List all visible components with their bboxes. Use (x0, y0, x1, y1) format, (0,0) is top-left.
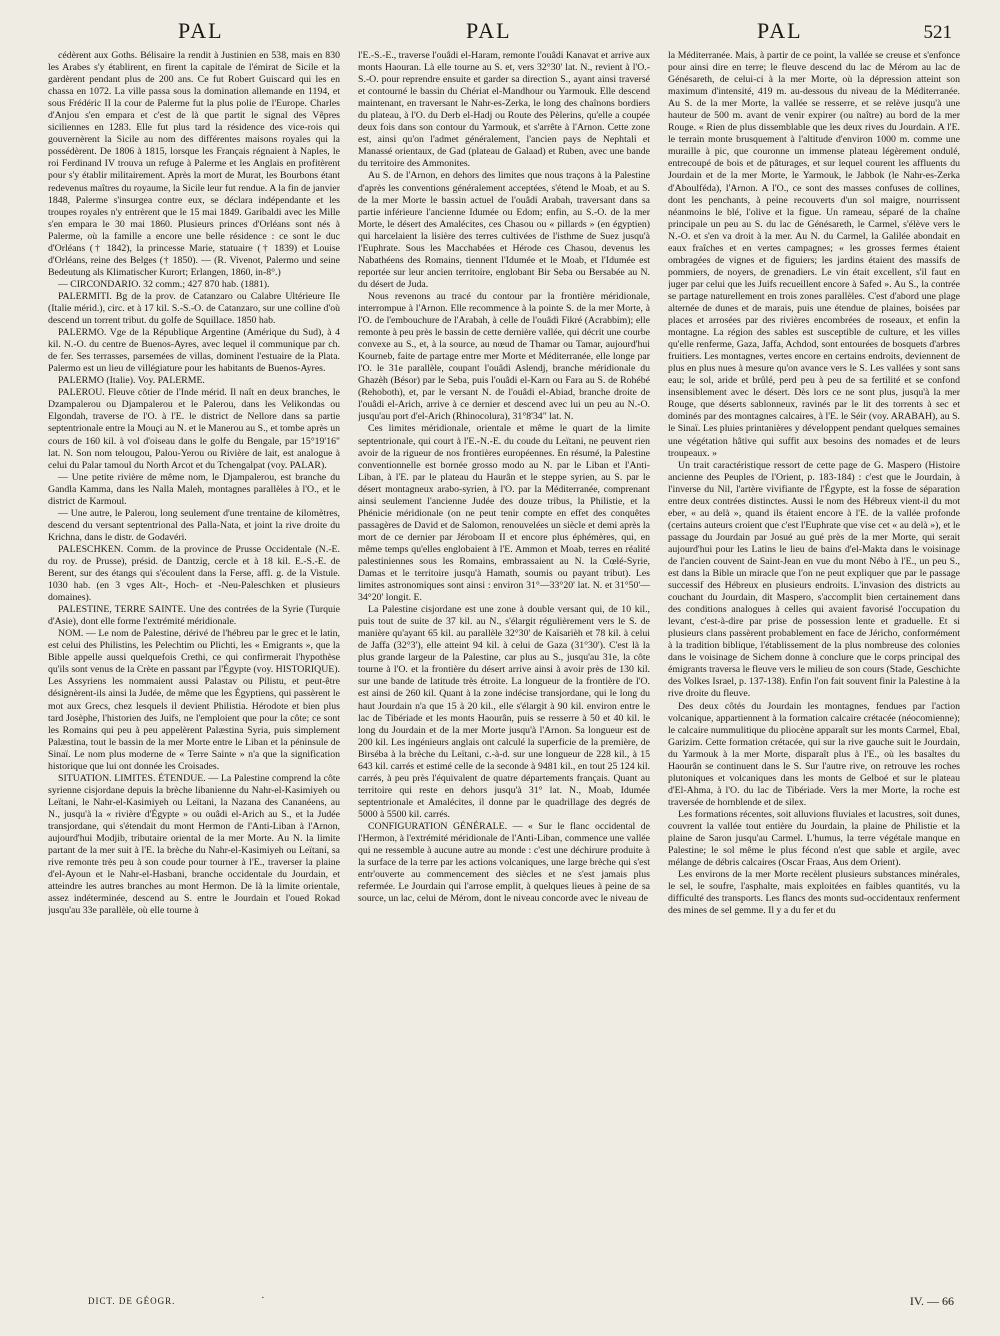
footer-mark: · (261, 1292, 265, 1304)
paragraph: PALESTINE, TERRE SAINTE. Une des contrées de la Syrie (Turquie d'Asie), dont elle forme l'extrémité méridionale. (48, 604, 340, 628)
paragraph: PALERMITI. Bg de la prov. de Catanzaro ou Calabre Ultérieure IIe (Italie mérid.), circ. et à 17 kil. S.-S.-O. de Catanzaro, sur une colline d'où descend un torrent tribut. du golfe de Squillace. 1850 hab. (48, 290, 340, 327)
footer-volume-page: IV. — 66 (909, 1294, 954, 1308)
paragraph: PALERMO. Vge de la République Argentine (Amérique du Sud), à 4 kil. N.-O. du centre de Buenos-Ayres, avec lequel il communique par ch. de fer. Ses terrasses, parsemées de villas, dominent l'estuaire de la Plata. Palermo est un lieu de villégiature pour les habitants de Buenos-Ayres. (48, 327, 340, 375)
paragraph: Au S. de l'Arnon, en dehors des limites que nous traçons à la Palestine d'après les conventions généralement acceptées, s'étend le Moab, et au S. de la mer Morte le bassin actuel de l'ouâdi Arabah, traversant dans sa partie inférieure l'ancienne Idumée ou Edom; enfin, au S.-O. de la mer Morte, le désert des Amalécites, ces Chasou ou « pillards » (en égyptien) qui harcelaient la lisière des terres cultivées de l'isthme de Suez jusqu'à l'Euphrate. Sous les Macchabées et Hérode ces Chasou, devenus les Nabathéens des Romains, tiennent l'Idumée et le Moab, et l'Idumée est reportée sur leur ancien territoire, englobant Bir Seba ou Bersabée au N. du désert de Juda. (358, 170, 650, 290)
page-number: 521 (923, 22, 952, 43)
paragraph: Nous revenons au tracé du contour par la frontière méridionale, interrompue à l'Arnon. Elle recommence à la pointe S. de la mer Morte, à l'O. de l'embouchure de l'Arabah, à celle de l'ouâdi Fikré (Acrabbim); elle remonte à peu près le bassin de cette dernière vallée, qui décrit une courbe convexe au S., et, à la source, au nœud de Thamar ou Tamar, aujourd'hui Kourneb, faite de partage entre mer Morte et Méditerranée, elle longe par l'O. le 31e parallèle, coupant l'ouâdi Aslendj, branche méridionale du Ghazèh (Bésor) par le Seba, puis l'ouâdi el-Karn ou Fara au S. de Rohébé (Rehoboth), et, par le versant N. de l'ouâdi el-Abiad, branche droite de l'ouâdi el-Arich, arrive à ce dernier et descend avec lui un peu au N.-O. jusqu'au port d'el-Arich (Rhinocolura), 31°8'34" lat. N. (358, 290, 650, 423)
paragraph: l'E.-S.-E., traverse l'ouâdi el-Haram, remonte l'ouâdi Kanavat et arrive aux monts Haouran. Là elle tourne au S. et, vers 32°30' lat. N., revient à l'O.-S.-O. pour reprendre ensuite et garder sa direction S., ayant ainsi traversé et contourné le bassin du Chériat el-Mandhour ou Yarmouk. Elle descend maintenant, en traversant le Nahr-es-Zerka, le long des chaînons bordiers du plateau, à l'O. du Derb el-Hadj ou Route des Pèlerins, qu'elle a coupée deux fois dans son contour du Yarmouk, et s'arrête à l'Arnon. Cette zone est, ainsi qu'on l'admet généralement, l'ancien pays de Nephtali et Manassé orientaux, de Gad (plateau de Galaad) et Ruben, avec une bande du territoire des Ammonites. (358, 50, 650, 170)
headword-right: PAL (757, 18, 803, 43)
paragraph: cédèrent aux Goths. Bélisaire la rendit à Justinien en 538, mais en 830 les Arabes s'y établirent, en firent la capitale de l'émirat de Sicile et la gardèrent pendant plus de 200 ans. Ce fut Robert Guiscard qui les en chassa en 1072. La ville passa sous la domination allemande en 1194, et sous Frédéric II la cour de Palerme fut la plus polie de l'Europe. Charles d'Anjou s'en empara et c'est de là que partit le signal des Vêpres siciliennes en 1283. Elle fut plus tard la résidence des vice-rois qui gouvernèrent la Sicile au nom des différentes maisons royales qui la possédèrent. De 1806 à 1815, lorsque les Français régnaient à Naples, le roi Ferdinand IV trouva un refuge à Palerme et les Anglais en profitèrent pour s'y établir militairement. Après la mort de Murat, les Bourbons étant redevenus maîtres du royaume, la Sicile leur fut rendue. A la fin de janvier 1848, Palerme s'insurgea contre eux, se déclara indépendante et les troupes royales n'y entrèrent que le 15 mai 1849. Garibaldi avec les Mille s'en empara le 30 mai 1860. Plusieurs princes d'Orléans sont nés à Palerme, où la famille a encore une belle résidence : ce sont le duc d'Orléans († 1842), la princesse Marie, statuaire († 1839) et Louise d'Orléans, reine des Belges († 1850). — (R. Vivenot, Palermo und seine Bedeutung als Klimatischer Kurort; Erlangen, 1860, in-8°.) (48, 50, 340, 278)
paragraph: — CIRCONDARIO. 32 comm.; 427 870 hab. (1881). (58, 278, 270, 290)
column-left (48, 50, 340, 1272)
footer-signature: DICT. DE GÉOGR. (88, 1296, 176, 1306)
paragraph: NOM. — Le nom de Palestine, dérivé de l'hébreu par le grec et le latin, est celui des Philistins, les Pelechtim ou Plichti, les « Emigrants », que la Bible appelle aussi quelquefois Crethi, ce qui confirmerait l'hypothèse qu'ils sont venus de la Crète en passant par l'Égypte (voy. HISTORIQUE). Les Assyriens les nommaient aussi Palastav ou Pilistu, et peut-être désignèrent-ils ainsi la Judée, de même que les Égyptiens, qui passèrent le mot aux Grecs, chez lesquels il devient Philistia. Hérodote et bien plus tard Josèphe, l'historien des Juifs, ne l'emploient que pour la côte; ce sont les Romains qui peu à peu appelèrent Palæstina Syria, puis simplement Palæstina, tout le bassin de la mer Morte entre le Liban et la péninsule de Sinaï. Le nom plus moderne de « Terre Sainte » n'a que la signification historique que lui ont donnée les Croisades. (48, 628, 340, 772)
headword-left: PAL (178, 18, 224, 43)
text-columns (48, 50, 960, 1272)
paragraph: la Méditerranée. Mais, à partir de ce point, la vallée se creuse et s'enfonce pour ainsi dire en terre; le fleuve descend du lac de Mérom au lac de Génésareth, de celui-ci à la mer Morte, où la dépression atteint son maximum d'intensité, 419 m. au-dessous du niveau de la Méditerranée. Au S. de la mer Morte, la vallée se resserre, et se relève jusqu'à une hauteur de 500 m. avant de venir expirer (ou naître) au bord de la mer Rouge. « Rien de plus dissemblable que les deux rives du Jourdain. A l'E. le terrain monte brusquement à l'altitude d'environ 1000 m. comme une muraille à pic, que couronne un immense plateau légèrement ondulé, entrecoupé de bois et de pâturages, et sur lequel courent les affluents du Jourdain et de la mer Morte, le Yarmouk, le Jabbok (le Nahr-es-Zerka d'Aboulféda), l'Arnon. A l'O., ce sont des masses confuses de collines, dont les penchants, à peine recouverts d'un sol maigre, nourrissent néanmoins le blé, l'olive et la figue. Un rameau, séparé de la chaîne principale un peu au S. du lac de Génésareth, le Carmel, s'élève vers le N.-O. et s'en va droit à la mer. Au N. du Carmel, la Galilée abondait en eaux fraîches et en vertes campagnes; « les grosses fermes étaient ombragées de vignes et de figuiers; les jardins étaient des massifs de pommiers, de noyers, de grenadiers. Le vin était excellent, s'il faut en juger par celui que les Juifs recueillent encore à Safed ». Au S., la contrée se partage naturellement en trois zones parallèles. C'est d'abord une plage alternée de dunes et de marais, puis une étendue de plaines, boisées par places et arrosées par des rivières encombrées de roseaux, et enfin la montagne. La région des sables est susceptible de culture, et les villes qu'elle renferme, Gaza, Jaffa, Achdod, sont entourées de bosquets d'arbres fruitiers. Les montagnes, vertes encore en certains endroits, deviennent de plus en plus nues à mesure qu'on avance vers le S. Les vallées y sont sans eau; le sol, aride et brûlé, perd peu à peu de sa fertilité et se confond insensiblement avec le désert. Dès lors ce ne sont plus, jusqu'à la mer Rouge, que déserts sablonneux, ravinés par le lit des torrents à sec et dominés par des montagnes calcaires, à l'E. le Séir (voy. ARABAH), au S. le Sinaï. Les pluies printanières y développent pendant quelques semaines une végétation hâtive qui suffit aux besoins des nomades et de leurs troupeaux. » (668, 50, 960, 459)
headword-center: PAL (466, 18, 512, 43)
column-middle (358, 50, 650, 1272)
paragraph: Des deux côtés du Jourdain les montagnes, fendues par l'action volcanique, appartiennent à la formation calcaire crétacée (néocomienne); le calcaire nummulitique du pliocène apparaît sur les monts Carmel, Ebal, Garizim. Cette formation crétacée, qui sur la rive gauche suit le Jourdain, du Yarmouk à la mer Morte, disparaît plus à l'E., où les basaltes du Haourân se continuent dans le S. Sur l'autre rive, on retrouve les roches plutoniques et volcaniques dans les monts de Gelboé et sur le plateau d'El-Ahma, à l'O. du lac de Tibériade. Vers la mer Morte, la roche est traversée de hornblende et de silex. (668, 700, 960, 808)
paragraph: PALESCHKEN. Comm. de la province de Prusse Occidentale (N.-E. du roy. de Prusse), présid. de Dantzig, cercle et à 18 kil. E.-S.-E. de Berent, sur des étangs qui s'écoulent dans la Ferse, affl. g. de la Vistule. 1030 hab. (en 3 vges Alt-, Hoch- et -Neu-Paleschken et plusieurs domaines). (48, 543, 340, 604)
page-footer (48, 1292, 960, 1314)
paragraph: Ces limites méridionale, orientale et même le quart de la limite septentrionale, qui court à l'E.-N.-E. du coude du Leïtani, ne peuvent rien avoir de la rigueur de nos frontières européennes. En résumé, la Palestine conventionnelle est bornée grosso modo au N. par le Liban et l'Anti-Liban, à l'E. par le plateau du Haurân et le steppe syrien, au S. par le désert montagneux arabo-syrien, à l'O. par la Méditerranée, comprenant ainsi seulement l'ancienne Judée des douze tribus, la Philistie, et la Phénicie méridionale (on ne peut tenir compte en effet des conquêtes passagères de David et de Salomon, renouvelées un siècle et demi après la mort de ce dernier par Jéroboam II et encore plus éphémères, qui, en même temps qu'elles englobaient à l'E. Ammon et Moab, terres en réalité palestiniennes sous les Romains, embrassaient au N. la Cœlé-Syrie, Damas et le territoire jusqu'à Hamath, soumis ou payant tribut). Les limites astronomiques sont ainsi : environ 31°—33°20' lat. N. et 31°50'—34°20' longit. E. (358, 423, 650, 604)
paragraph: SITUATION. LIMITES. ÉTENDUE. — La Palestine comprend la côte syrienne cisjordane depuis la brèche libanienne du Nahr-el-Kasimiyeh ou Leïtani, le Nahr-el-Kasimiyeh ou Leïtani, la Nazana des Cananéens, au N., jusqu'à la « rivière d'Égypte » ou ouâdi el-Arich au S., et la Judée transjordane, qui s'étendait du mont Hermon de l'Anti-Liban à l'Arnon, aujourd'hui Modjib, tributaire oriental de la mer Morte. Au N. la limite partant de la mer suit à l'E. la brèche du Nahr-el-Kasimiyeh ou Leïtani, sa rive remonte très peu à son coude pour tourner à l'E., traverser la plaine d'el-Ayoun et le Nahr-el-Hasbani, branche occidentale du Jourdain, et atteindre les autres branches au mont Hermon. De là la limite orientale, assez indéterminée, descend au S. entre le Jourdain et l'oued Rokad jusqu'au 33e parallèle, où elle tourne à (48, 772, 340, 917)
paragraph: — Une autre, le Palerou, long seulement d'une trentaine de kilomètres, descend du versant septentrional des Palla-Nata, et joint la rive droite du Krichna, dans le distr. de Godavéri. (48, 507, 340, 543)
paragraph: La Palestine cisjordane est une zone à double versant qui, de 10 kil., puis tout de suite de 37 kil. au N., s'élargit régulièrement vers le S. de manière qu'ayant 65 kil. au parallèle 32°30' de Kaïsarièh et 78 kil. à celui de Jaffa (32°3'), elle atteint 94 kil. à celui de Gaza (31°30'). C'est là la plus grande largeur de la Palestine, car plus au S., jusqu'au 31e, la côte tourne à l'O. et la frontière du désert arrive ainsi à avoir près de 130 kil. sur une bande de latitude très étroite. La longueur de la frontière de l'O. est ainsi de 260 kil. Quant à la zone indécise transjordane, qui le long du haut Jourdain n'a que 15 à 20 kil., elle s'élargit à 90 kil. environ entre le lac de Tibériade et les monts Haourân, puis se resserre à 50 et 40 kil. le long du Jourdain et de la mer Morte jusqu'à l'Arnon. Sa longueur est de 200 kil. Les ingénieurs anglais ont calculé la superficie de la première, de Birséba à la brèche du Leïtani, c.-à-d. sur une longueur de 228 kil., à 15 643 kil. carrés et estimé celle de la seconde à 9481 kil., en tout 25 124 kil. carrés, à peu près l'équivalent de quatre départements français. Quant au territoire qui reste en dehors jusqu'à 31° lat. N., Moab, Idumée septentrionale et Amalécites, il donne par le quadrillage des degrés de 5000 à 5500 kil. carrés. (358, 604, 650, 820)
paragraph: Les environs de la mer Morte recèlent plusieurs substances minérales, le sel, le soufre, l'asphalte, mais exploitées en faibles quantités, vu la difficulté des transports. Les flancs des monts sud-occidentaux renferment des mines de sel gemme. Il y a du fer et du (668, 869, 960, 917)
paragraph: Les formations récentes, soit alluvions fluviales et lacustres, soit dunes, couvrent la vallée tout entière du Jourdain, la plaine de Philistie et la plaine de Saron jusqu'au Carmel. L'humus, la terre végétale manque en Palestine; le sol même le plus fécond n'est que sable et argile, avec mélange de débris calcaires (Oscar Fraas, Aus dem Orient). (668, 808, 960, 869)
page-header (0, 18, 1000, 48)
paragraph: PALERMO (Italie). Voy. PALERME. (58, 375, 205, 387)
paragraph: CONFIGURATION GÉNÉRALE. — « Sur le flanc occidental de l'Hermon, à l'extrémité méridionale de l'Anti-Liban, commence une vallée qui ne ressemble à aucune autre au monde : c'est une déchirure produite à la surface de la terre par les actions volcaniques, une large brèche qui s'est entr'ouverte au commencement des siècles et ne s'est jamais plus refermée. Le Jourdain qui l'arrose emplit, à quelques lieues à peine de sa source, un lac, celui de Mérom, dont le niveau concorde avec le niveau de (358, 821, 650, 905)
paragraph: — Une petite rivière de même nom, le Djampalerou, est branche du Gandla Kamma, dans les Nalla Maleh, montagnes parallèles à l'O., et le district de Karmoul. (48, 471, 340, 507)
column-right (668, 50, 960, 1272)
paragraph: Un trait caractéristique ressort de cette page de G. Maspero (Histoire ancienne des Peuples de l'Orient, p. 183-184) : c'est que le Jourdain, à l'inverse du Nil, l'artère vivifiante de l'Égypte, est la fosse de séparation entre deux contrées distinctes. Aussi le nom des Hébreux vient-il du mot eber, « au delà », quand ils étaient encore à l'E. de la vallée profonde (certains auteurs croient que c'est l'Euphrate que vise cet « au delà »), et le passage du Jourdain par Josué au gué près de la mer Morte, qui serait aujourd'hui pour les Latins le lieu de bains d'el-Makta dans le voisinage de l'ancien couvent de Saint-Jean en vue du mont Nébo à l'E., un peu S., est dans la Bible un miracle que l'on ne peut expliquer que par le passage successif des Hébreux en plusieurs endroits. L'invasion des districts au couchant du Jourdain, dit Maspero, s'accomplit bien certainement dans des conditions analogues à celles qui avaient favorisé l'occupation du levant, c'est-à-dire par prise de possession lente et graduelle. Et si plusieurs clans passèrent probablement en face de Jéricho, conformément à la tradition biblique, l'établissement de la plus nombreuse des colonies dans le voisinage de Sichem donne à conclure que le corps principal des émigrants traversa le fleuve vers le milieu de son cours (Stade, Geschichte des Volkes Israel, p. 137-138). Enfin l'on fait souvent finir la Palestine à la rive droite du fleuve. (668, 459, 960, 700)
paragraph: PALEROU. Fleuve côtier de l'Inde mérid. Il naît en deux branches, le Dzampalerou ou Djampalerou et le Palerou, dans les Velikondas ou Elgondah, traverse de l'O. à l'E. le district de Nellore dans sa partie septentrionale entre la Mouçi au N. et le Manerou au S., et tombe après un cours de 160 kil. à vol d'oiseau dans le golfe du Bengale, par 15°19'16" lat. N. Son nom telougou, Palou-Yerou ou Rivière de lait, est analogue à celui du Palar tamoul du North Arcot et du Tchengalpat (voy. PALAR). (48, 387, 340, 471)
